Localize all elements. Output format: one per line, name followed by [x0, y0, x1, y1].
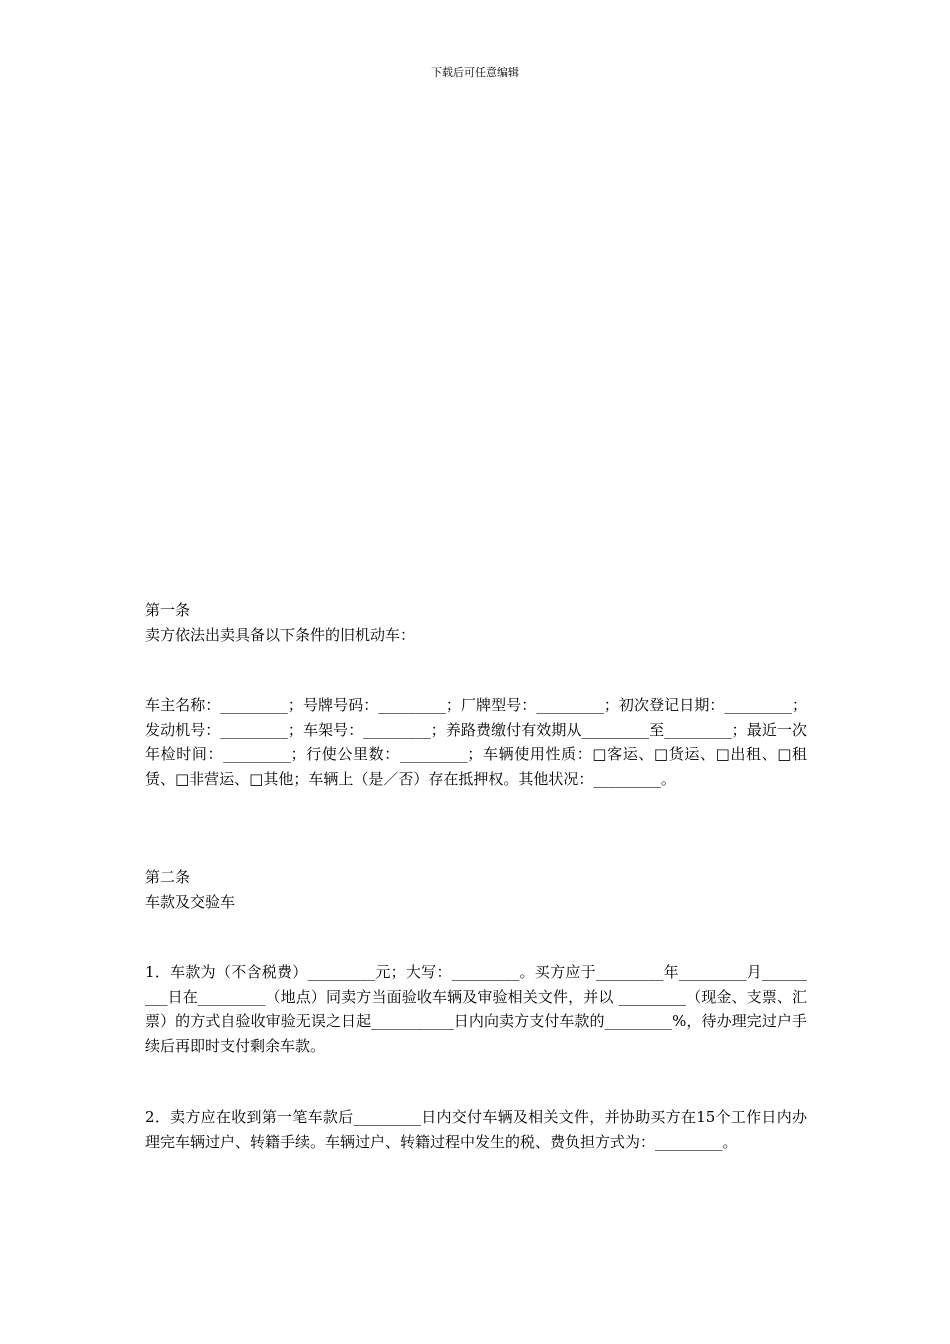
article-1-subtitle: 卖方依法出卖具备以下条件的旧机动车： [145, 625, 416, 644]
document-body [145, 598, 807, 1154]
article-1-title: 第一条 [145, 601, 191, 619]
article-1-body: 车主名称：_________；号牌号码：_________；厂牌型号：_________；初次登记日期：_________；发动机号：_________；车架号：_________；养路费缴付有效期从_________至_________；最近一次年检时间：_________；行使公里数：_________；车辆使用性质：□客运、□货运、□出租、□租赁、□非营运、□其他；车辆上（是／否）存在抵押权。其他状况：_________。 [145, 696, 807, 788]
article-2-subtitle: 车款及交验车 [145, 892, 236, 911]
article-2-paragraph-1: 1．车款为（不含税费）_________元；大写：_________。买方应于_________年_________月_________日在_________（地点）同卖方当面验收车辆及审验相关文件，并以 _________（现金、支票、汇票）的方式自验收审验无误之日起___________日内向卖方支付车款的_________%，待办理完过户手续后再即时支付剩余车款。 [145, 963, 807, 1055]
article-2-paragraph-2: 2．卖方应在收到第一笔车款后_________日内交付车辆及相关文件，并协助买方在15个工作日内办理完车辆过户、转籍手续。车辆过户、转籍过程中发生的税、费负担方式为：_________。 [145, 1108, 807, 1151]
article-2-title: 第二条 [145, 868, 191, 886]
page-header: 下载后可任意编辑 [431, 66, 519, 79]
